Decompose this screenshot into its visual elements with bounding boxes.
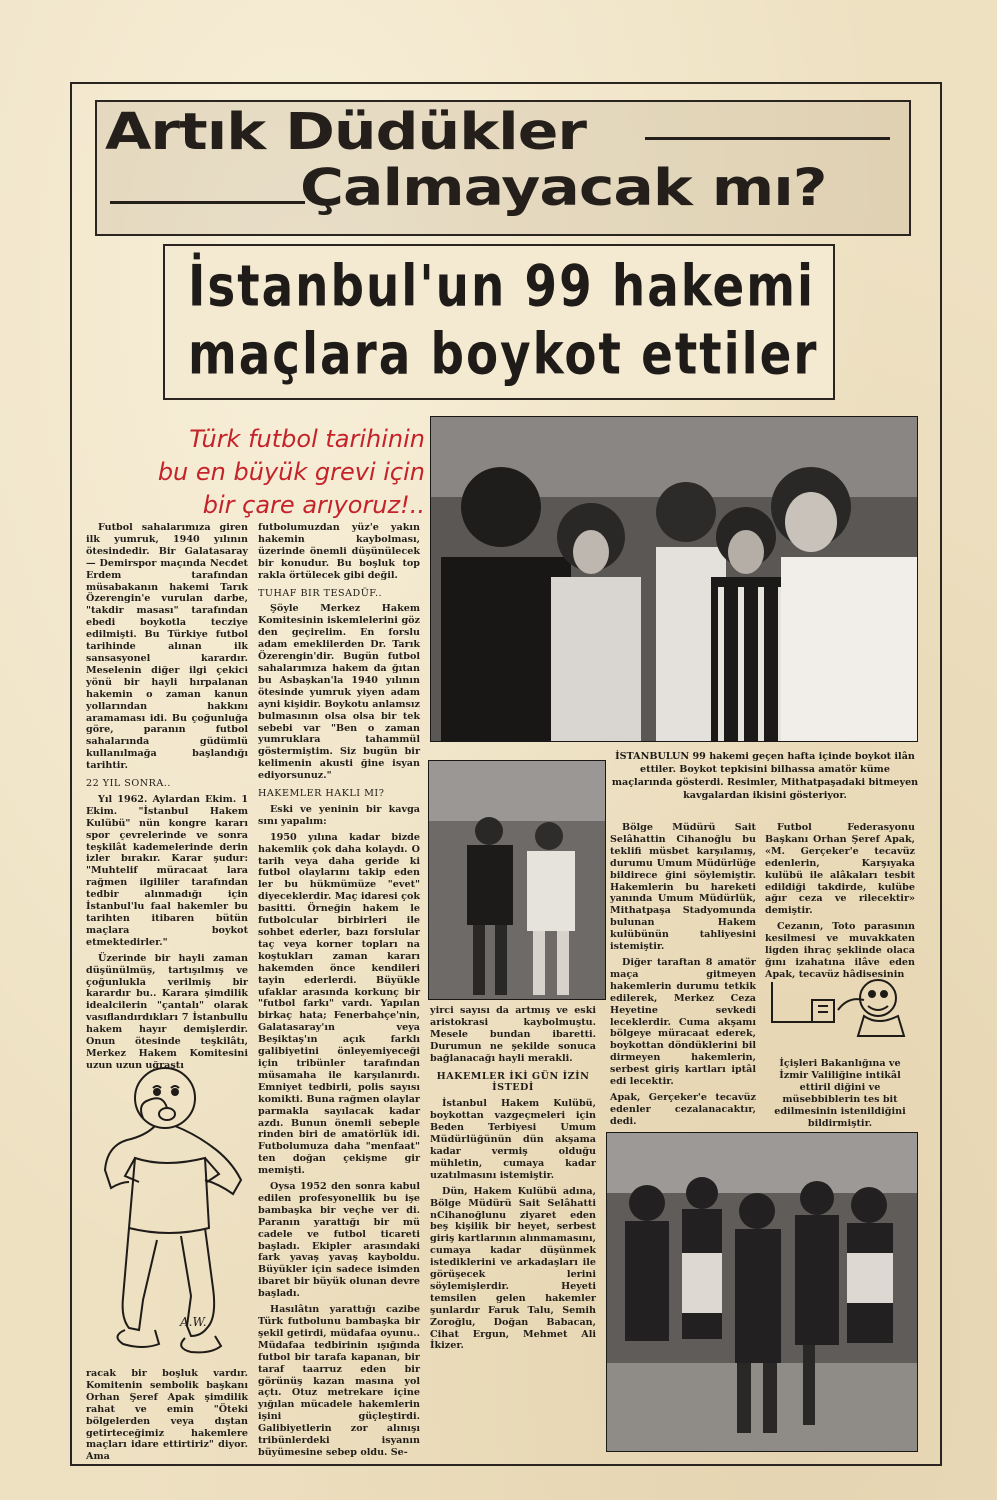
paragraph: Apak, Gerçeker'e tecavüz edenler cezalanacaktır, dedi. (610, 1091, 756, 1127)
paragraph: Oysa 1952 den sonra kabul edilen profesyonellik bu işe bambaşka bir veçhe ver di. Paranın yarattığı bir mü cadele ve futbol ticareti başladı. Ekipler arasındaki fark yavaş yavaş kayboldu. Büyükler için sadece isimden ibaret bir büyük olunan devre başladı. (258, 1181, 420, 1300)
paragraph: Dün, Hakem Kulübü adına, Bölge Müdürü Sait Selâhatti nCihanoğlunu ziyaret eden beş kişilik bir heyet, serbest giriş kartlarının alınmamasını, cumaya kadar düşünmek istediklerini ve arkadaşları ile görüşecek lerini söylemişlerdir. Heyeti temsilen gelen hakemler şunlardır Faruk Talu, Semih Zoroğlu, Doğan Babacan, Cihat Ergun, Mehmet Ali İkizer. (430, 1185, 596, 1352)
photo-players-field (428, 760, 606, 1000)
photo-referees-argument (430, 416, 918, 742)
title-line-2: Çalmayacak mı? (300, 158, 827, 218)
paragraph: Şöyle Merkez Hakem Komitesinin iskemlelerini göz den geçirelim. En forslu adam emeklilerden Dr. Tarık Özerengin'dir. Bugün futbol sahalarımıza hakem da ğıtan bu Asbaşkan'la 1940 yılının ötesinde yumruk yiyen adam ayni kişidir. Boykotu anlamsız bulmasının olsa olsa bir tek sebebi var "Ben o zaman yumruklara tahammül göstermiştim. Siz bugün bir kelimenin akusti ğine isyan ediyorsunuz." (258, 603, 420, 782)
photo-crowd-scuffle (606, 1132, 918, 1452)
paragraph: Eski ve yeninin bir kavga sını yapalım: (258, 803, 420, 827)
column-5 (765, 822, 915, 985)
paragraph: Cezanın, Toto parasının kesilmesi ve muvakkaten ligden ihraç şeklinde olaca ğını izahatına ilâve eden Apak, tecavüz hâdisesinin (765, 921, 915, 980)
paragraph: Futbol sahalarımıza giren ilk yumruk, 1940 yılının ötesindedir. Bir Galatasaray — Demirspor maçında Necdet Erdem tarafından müsabakanın hakemi Tarık Özerengin'e vurulan darbe, "takdir masası" tarafından ebedi boykotla tecziye edilmişti. Bu Türkiye futbol tarihinde alınan ilk sansasyonel karardır. Meselenin diğer ilgi çekici yönü bir hayli hırpalanan hakemin o zaman kanun yollarından hakkını aramaması idi. Bu çoğunluğa göre, paranın futbol sahalarında güdümlü kullanılmağa başlandığı tarihtir. (86, 522, 248, 772)
subheading: HAKEMLER HAKLI MI? (258, 788, 385, 800)
paragraph: Yıl 1962. Aylardan Ekim. 1 Ekim. "İstanbul Hakem Kulübü" nün kongre kararı spor çevrelerinde ve sonra teşkilât kademelerinde derin izler bırakır. Karar şudur: "Muhtelif müracaat lara rağmen ilgililer tarafından tedbir alınmadığı için İstanbul'lu faal hakemler bu tarihten itibaren bütün maçlara boykot etmektedirler." (86, 793, 248, 948)
phone-cartoon (768, 970, 916, 1044)
column-1-bottom (86, 1368, 248, 1467)
paragraph: racak bir boşluk vardır. Komitenin sembolik başkanı Orhan Şeref Apak şimdilik rahat ve emin "Öteki bölgelerden veya dıştan getirteceğimiz hakemlere maçları idare ettirtiriz" diyor. Ama (86, 1368, 248, 1463)
paragraph: İçişleri Bakanlığına ve İzmir Valiliğine intikâl ettiril diğini ve müsebbiblerin tes bit edilmesinin istenildiğini bildirmiştir. (774, 1058, 906, 1129)
paragraph: Hasılâtın yarattığı cazibe Türk futbolunu bambaşka bir şekil getirdi, müdafaa oyunu.. Müdafaa tedbirinin ışığında futbol bir tarafa kapanan, bir taraf taarruz eden bir görünüş kazan masına yol açtı. Otuz metrekare içine yığılan mücadele hakemlerin işini güçleştirdi. Galibiyetlerin zor alınışı tribünlerdeki isyanın büyümesine sebep oldu. Se- (258, 1304, 420, 1458)
kicker-line: bir çare arıyoruz!.. (202, 491, 425, 519)
headline-line-1: İstanbul'un 99 hakemi (188, 254, 815, 320)
paragraph: 1950 yılına kadar bizde hakemlik çok daha kolaydı. O tarih veya daha geride ki futbol olaylarını takip eden ler bu hükmümüze "evet" diyeceklerdir. Maç idaresi çok basitti. Örneğin hakem le futbolcular birbirleri ile sohbet ederler, bazı forslular taç veya korner topları na koştukları zaman kararı hakemden önce kendileri tayin ederlerdi. Büyükle ufaklar arasında korkunç bir "futbol farkı" vardı. Yapılan birkaç hata; Fenerbahçe'nin, Galatasaray'ın veya Beşiktaş'ın açık farklı galibiyetini önleyemiyeceği için tribünler tarafından müsamaha ile karşılanırdı. Emniyet tedbirli, polis sayısı komikti. Buna rağmen olaylar parmakla sayılacak kadar azdı. Bunun önemli sebeple rinden biri de amatörlük idi. Futbolumuza daha "menfaat" ten doğan çekişme gir memişti. (258, 831, 420, 1177)
title-rule-1 (645, 137, 890, 140)
column-2 (258, 522, 420, 1463)
kicker-line: bu en büyük grevi için (157, 458, 425, 486)
paragraph: İstanbul Hakem Kulübü, boykottan vazgeçmeleri için Beden Terbiyesi Umum Müdürlüğünün dün akşama kadar vermiş olduğu mühletin, cumaya kadar uzatılmasını istemiştir. (430, 1098, 596, 1181)
paragraph: Üzerinde bir hayli zaman düşünülmüş, tartışılmış ve çoğunlukla verilmiş bir karardır bu.. Karara şimdilik idealcilerin "çantalı" olarak vasıflandırdıkları 7 İstanbullu hakem hayır demişlerdir. Onun ötesinde teşkilâtı, Merkez Hakem Komitesini uzun uzun uğraştı (86, 952, 248, 1071)
paragraph: Futbol Federasyonu Başkanı Orhan Şeref Apak, «M. Gerçeker'e tecavüz edenlerin, Karşıyaka kulübü ile alâkaları tesbit edildiği takdirde, kulübe ağır ceza ve rilecektir» demiştir. (765, 822, 915, 917)
paragraph: Bölge Müdürü Sait Selâhattin Cihanoğlu bu teklifi müsbet karşılamış, durumu Umum Müdürlüğe bildirece ğini söylemiştir. Hakemlerin bu hareketi yanında Umum Müdürlük, Mithatpaşa Stadyomunda bulunan Hakem kulübünün tahliyesini istemiştir. (610, 822, 756, 953)
column-4 (610, 822, 756, 1132)
paragraph: yirci sayısı da artmış ve eski aristokrasi kaybolmuştu. Mesele bundan ibaretti. Durumun ne şekilde sonuca bağlanacağı hayli merakli. (430, 1005, 596, 1064)
title-rule-2 (110, 201, 305, 204)
photo-caption: İSTANBULUN 99 hakemi geçen hafta içinde boykot ilân ettiler. Boykot tepkisini bilhassa amatör küme maçlarında gösterdi. Resimler, Mithatpaşadaki bitmeyen kavgalardan ikisini gösteriyor. (611, 751, 919, 801)
subheading: HAKEMLER İKİ GÜN İZİN İSTEDİ (436, 1070, 590, 1094)
paragraph: Diğer taraftan 8 amatör maça gitmeyen hakemlerin durumu tetkik edilerek, Merkez Ceza Heyetine sevkedi leceklerdir. Cuma akşamı bölgeye müracaat ederek, boykottan döndüklerini bil dirmeyen hakemlerin, serbest giriş kartları iptâl edi lecektir. (610, 956, 756, 1088)
referee-whistle-cartoon (95, 1058, 255, 1358)
column-3 (430, 1005, 596, 1356)
column-1 (86, 522, 248, 1076)
headline-line-2: maçlara boykot ettiler (188, 322, 819, 388)
kicker (150, 423, 425, 522)
subheading: 22 YIL SONRA.. (86, 778, 171, 790)
column-5-bottom (765, 1058, 915, 1133)
cartoon-signature: A.W. (180, 1315, 207, 1329)
kicker-line: Türk futbol tarihinin (189, 425, 425, 453)
paragraph: futbolumuzdan yüz'e yakın hakemin kaybolması, üzerinde önemli düşünülecek bir konudur. Bu boşluk top rakla örtülecek gibi değil. (258, 522, 420, 581)
subheading: TUHAF BIR TESADÜF.. (258, 587, 383, 599)
title-line-1: Artık Düdükler (105, 102, 586, 162)
